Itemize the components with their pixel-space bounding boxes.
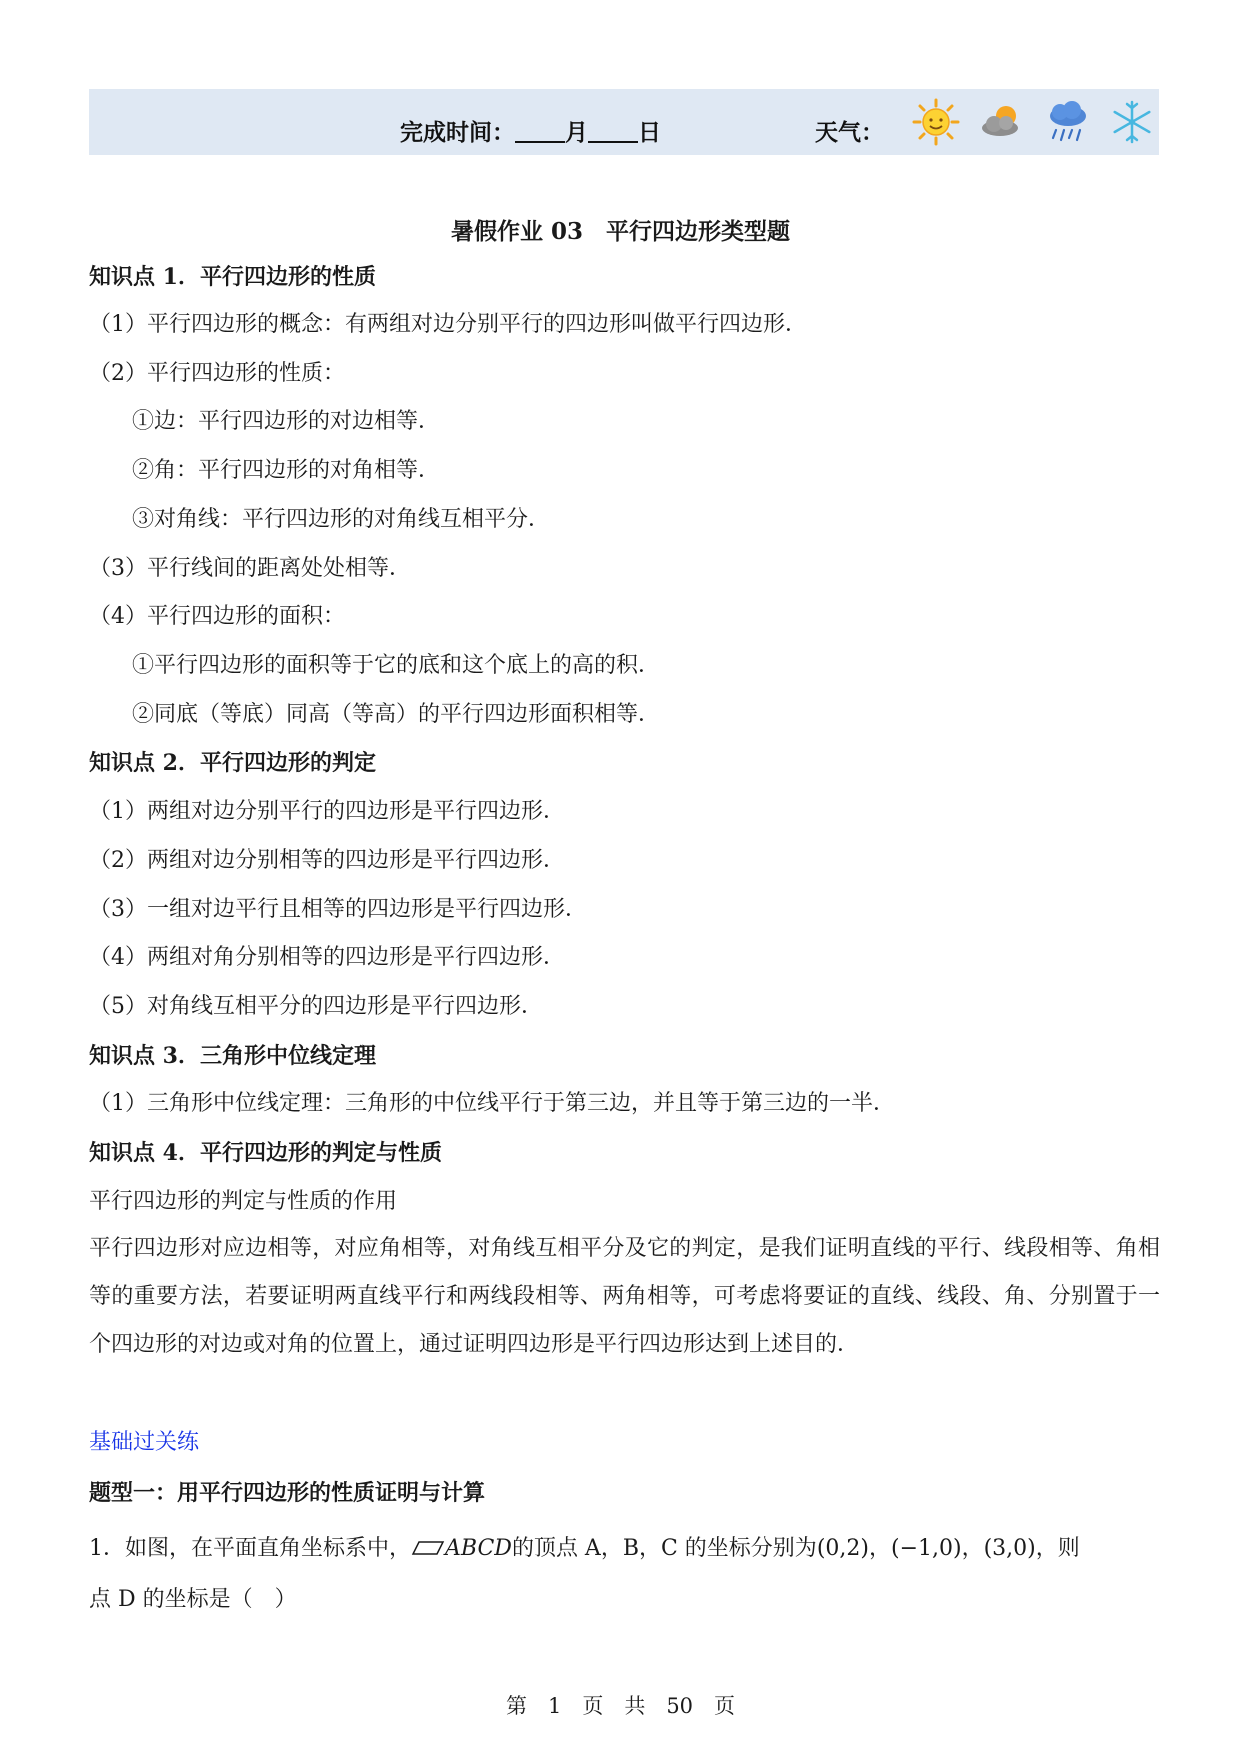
kp1-line: ①平行四边形的面积等于它的底和这个底上的高的积． (132, 653, 661, 678)
completion-label: 完成时间： (400, 119, 515, 146)
kp4-subtitle: 平行四边形的判定与性质的作用 (89, 1189, 398, 1214)
question-1-line2: 点 D 的坐标是（ ） (89, 1587, 297, 1612)
q1-coord-a: (0,2) (816, 1536, 869, 1561)
page-title: 暑假作业 03 平行四边形类型题 (450, 218, 790, 245)
q1-prefix: 1．如图，在平面直角坐标系中， (89, 1536, 411, 1561)
kp2-line: （1）两组对边分别平行的四边形是平行四边形． (89, 799, 565, 824)
completion-time (400, 114, 661, 147)
q1-middle: 的顶点 A，B，C 的坐标分别为 (511, 1536, 817, 1561)
sun-icon[interactable] (912, 98, 960, 146)
kp3-line: （1）三角形中位线定理：三角形的中位线平行于第三边，并且等于第三边的一半． (89, 1091, 895, 1116)
kp2-line: （5）对角线互相平分的四边形是平行四边形． (89, 994, 543, 1019)
snowflake-icon[interactable] (1108, 98, 1156, 146)
q1-coord-c: (3,0) (983, 1536, 1036, 1561)
kp2-line: （3）一组对边平行且相等的四边形是平行四边形． (89, 897, 587, 922)
kp1-line: （2）平行四边形的性质： (89, 361, 345, 386)
month-label: 月 (565, 119, 588, 146)
kp2-line: （4）两组对角分别相等的四边形是平行四边形． (89, 945, 565, 970)
type1-heading: 题型一：用平行四边形的性质证明与计算 (89, 1480, 486, 1506)
kp4-heading: 知识点 4．平行四边形的判定与性质 (89, 1140, 442, 1166)
q1-parallelogram-name: ABCD (445, 1536, 512, 1561)
weather-label: 天气： (815, 119, 884, 146)
rain-icon[interactable] (1044, 98, 1092, 146)
kp1-line: ③对角线：平行四边形的对角线互相平分． (132, 507, 551, 532)
month-blank[interactable] (515, 121, 565, 143)
day-blank[interactable] (588, 121, 638, 143)
kp1-line: （3）平行线间的距离处处相等． (89, 556, 411, 581)
kp4-paragraph: 平行四边形对应边相等，对应角相等，对角线互相平分及它的判定，是我们证明直线的平行、线段相等、角相等的重要方法，若要证明两直线平行和两线段相等、两角相等，可考虑将要证的直线、线段、角、分别置于一个四边形的对边或对角的位置上，通过证明四边形是平行四边形达到上述目的． (89, 1236, 1160, 1357)
kp2-heading: 知识点 2．平行四边形的判定 (89, 750, 376, 776)
q1-suffix: ，则 (1035, 1536, 1080, 1561)
parallelogram-icon (411, 1540, 445, 1556)
kp1-line: （4）平行四边形的面积： (89, 604, 345, 629)
partly-cloudy-icon[interactable] (978, 98, 1026, 146)
question-1: 1．如图，在平面直角坐标系中， ABCD的顶点 A，B，C 的坐标分别为(0,2)，(−1,0)，(3,0)，则 (89, 1536, 1080, 1561)
kp1-line: ②角：平行四边形的对角相等． (132, 458, 441, 483)
kp1-line: ①边：平行四边形的对边相等． (132, 409, 441, 434)
page-footer: 第 1 页 共 50 页 (505, 1694, 736, 1718)
kp1-line: ②同底（等底）同高（等高）的平行四边形面积相等． (132, 702, 661, 727)
section-heading[interactable]: 基础过关练 (89, 1430, 200, 1455)
day-label: 日 (638, 119, 661, 146)
kp2-line: （2）两组对边分别相等的四边形是平行四边形． (89, 848, 565, 873)
kp3-heading: 知识点 3．三角形中位线定理 (89, 1043, 376, 1069)
kp1-line: （1）平行四边形的概念：有两组对边分别平行的四边形叫做平行四边形． (89, 312, 807, 337)
kp1-heading: 知识点 1．平行四边形的性质 (89, 264, 376, 290)
q1-coord-b: (−1,0) (890, 1536, 962, 1561)
